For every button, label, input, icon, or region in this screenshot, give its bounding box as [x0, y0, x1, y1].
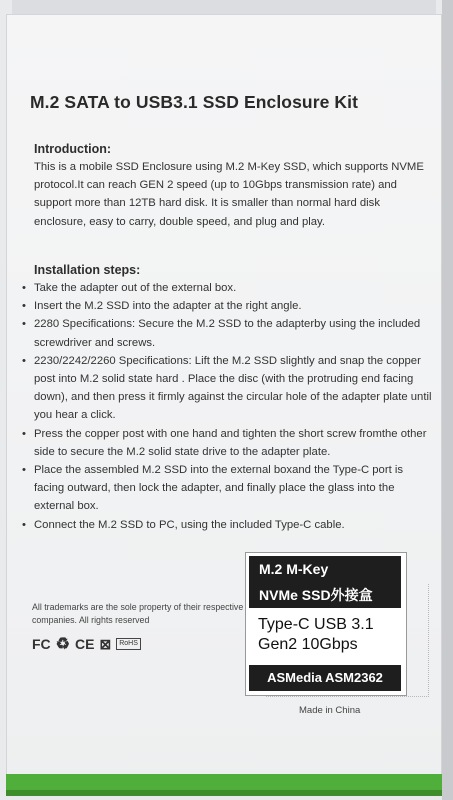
sticker-line2: NVMe SSD外接盒	[259, 587, 373, 603]
certification-marks	[32, 632, 141, 656]
install-step: • Place the assembled M.2 SSD into the external boxand the Type-C port is facing outward, then lock the adapter, and finally place the glass into the external box.	[22, 461, 432, 516]
install-step: • 2280 Specifications: Secure the M.2 SSD to the adapterby using the included screwdriver and screws.	[22, 315, 432, 351]
install-step: • Insert the M.2 SSD into the adapter at the right angle.	[22, 297, 432, 315]
trademark-notice: All trademarks are the sole property of their respective companies. All rights reserved	[32, 602, 244, 625]
box-top-flap	[12, 0, 436, 14]
install-step: • 2230/2242/2260 Specifications: Lift the M.2 SSD slightly and snap the copper post into M.2 solid state hard . Place the disc (with the protruding end facing down), and then press it firmly against the circular hole of the adapter plate until you hear a click.	[22, 352, 432, 425]
ce-mark-icon: CE	[75, 636, 95, 652]
product-title: M.2 SATA to USB3.1 SSD Enclosure Kit	[30, 92, 359, 112]
install-step: • Take the adapter out of the external box.	[22, 279, 432, 297]
weee-bin-icon: ⊠	[99, 635, 112, 652]
install-step: • Press the copper post with one hand and tighten the short screw fromthe other side to secure the M.2 solid state drive to the adapter plate.	[22, 425, 432, 461]
sticker-header	[249, 556, 401, 608]
spec-sticker	[245, 552, 407, 696]
recycle-icon: ♻	[55, 636, 71, 653]
sticker-chip: ASMedia ASM2362	[249, 665, 401, 691]
install-steps-list	[22, 279, 432, 534]
sticker-line3: Type-C USB 3.1	[258, 616, 374, 633]
intro-text: This is a mobile SSD Enclosure using M.2 M-Key SSD, which supports NVME protocol.It can reach GEN 2 speed (up to 10Gbps transmission rate) and support more than 12TB hard disk. It is smaller than normal hard disk enclosure, easy to carry, double speed, and plug and play.	[34, 161, 424, 228]
box-side-shadow	[442, 0, 453, 800]
green-band-shade	[6, 790, 442, 796]
install-step: • Connect the M.2 SSD to PC, using the included Type-C cable.	[22, 516, 432, 534]
made-in-text: Made in China	[299, 705, 361, 716]
green-band	[6, 774, 442, 790]
sticker-line1: M.2 M-Key	[259, 561, 329, 577]
sticker-line4: Gen2 10Gbps	[258, 636, 358, 653]
intro-heading: Introduction:	[34, 142, 112, 156]
sticker-middle	[258, 615, 374, 655]
fcc-mark-icon: FC	[32, 636, 51, 652]
rohs-mark-icon: RoHS	[116, 638, 141, 650]
install-heading: Installation steps:	[34, 263, 141, 277]
